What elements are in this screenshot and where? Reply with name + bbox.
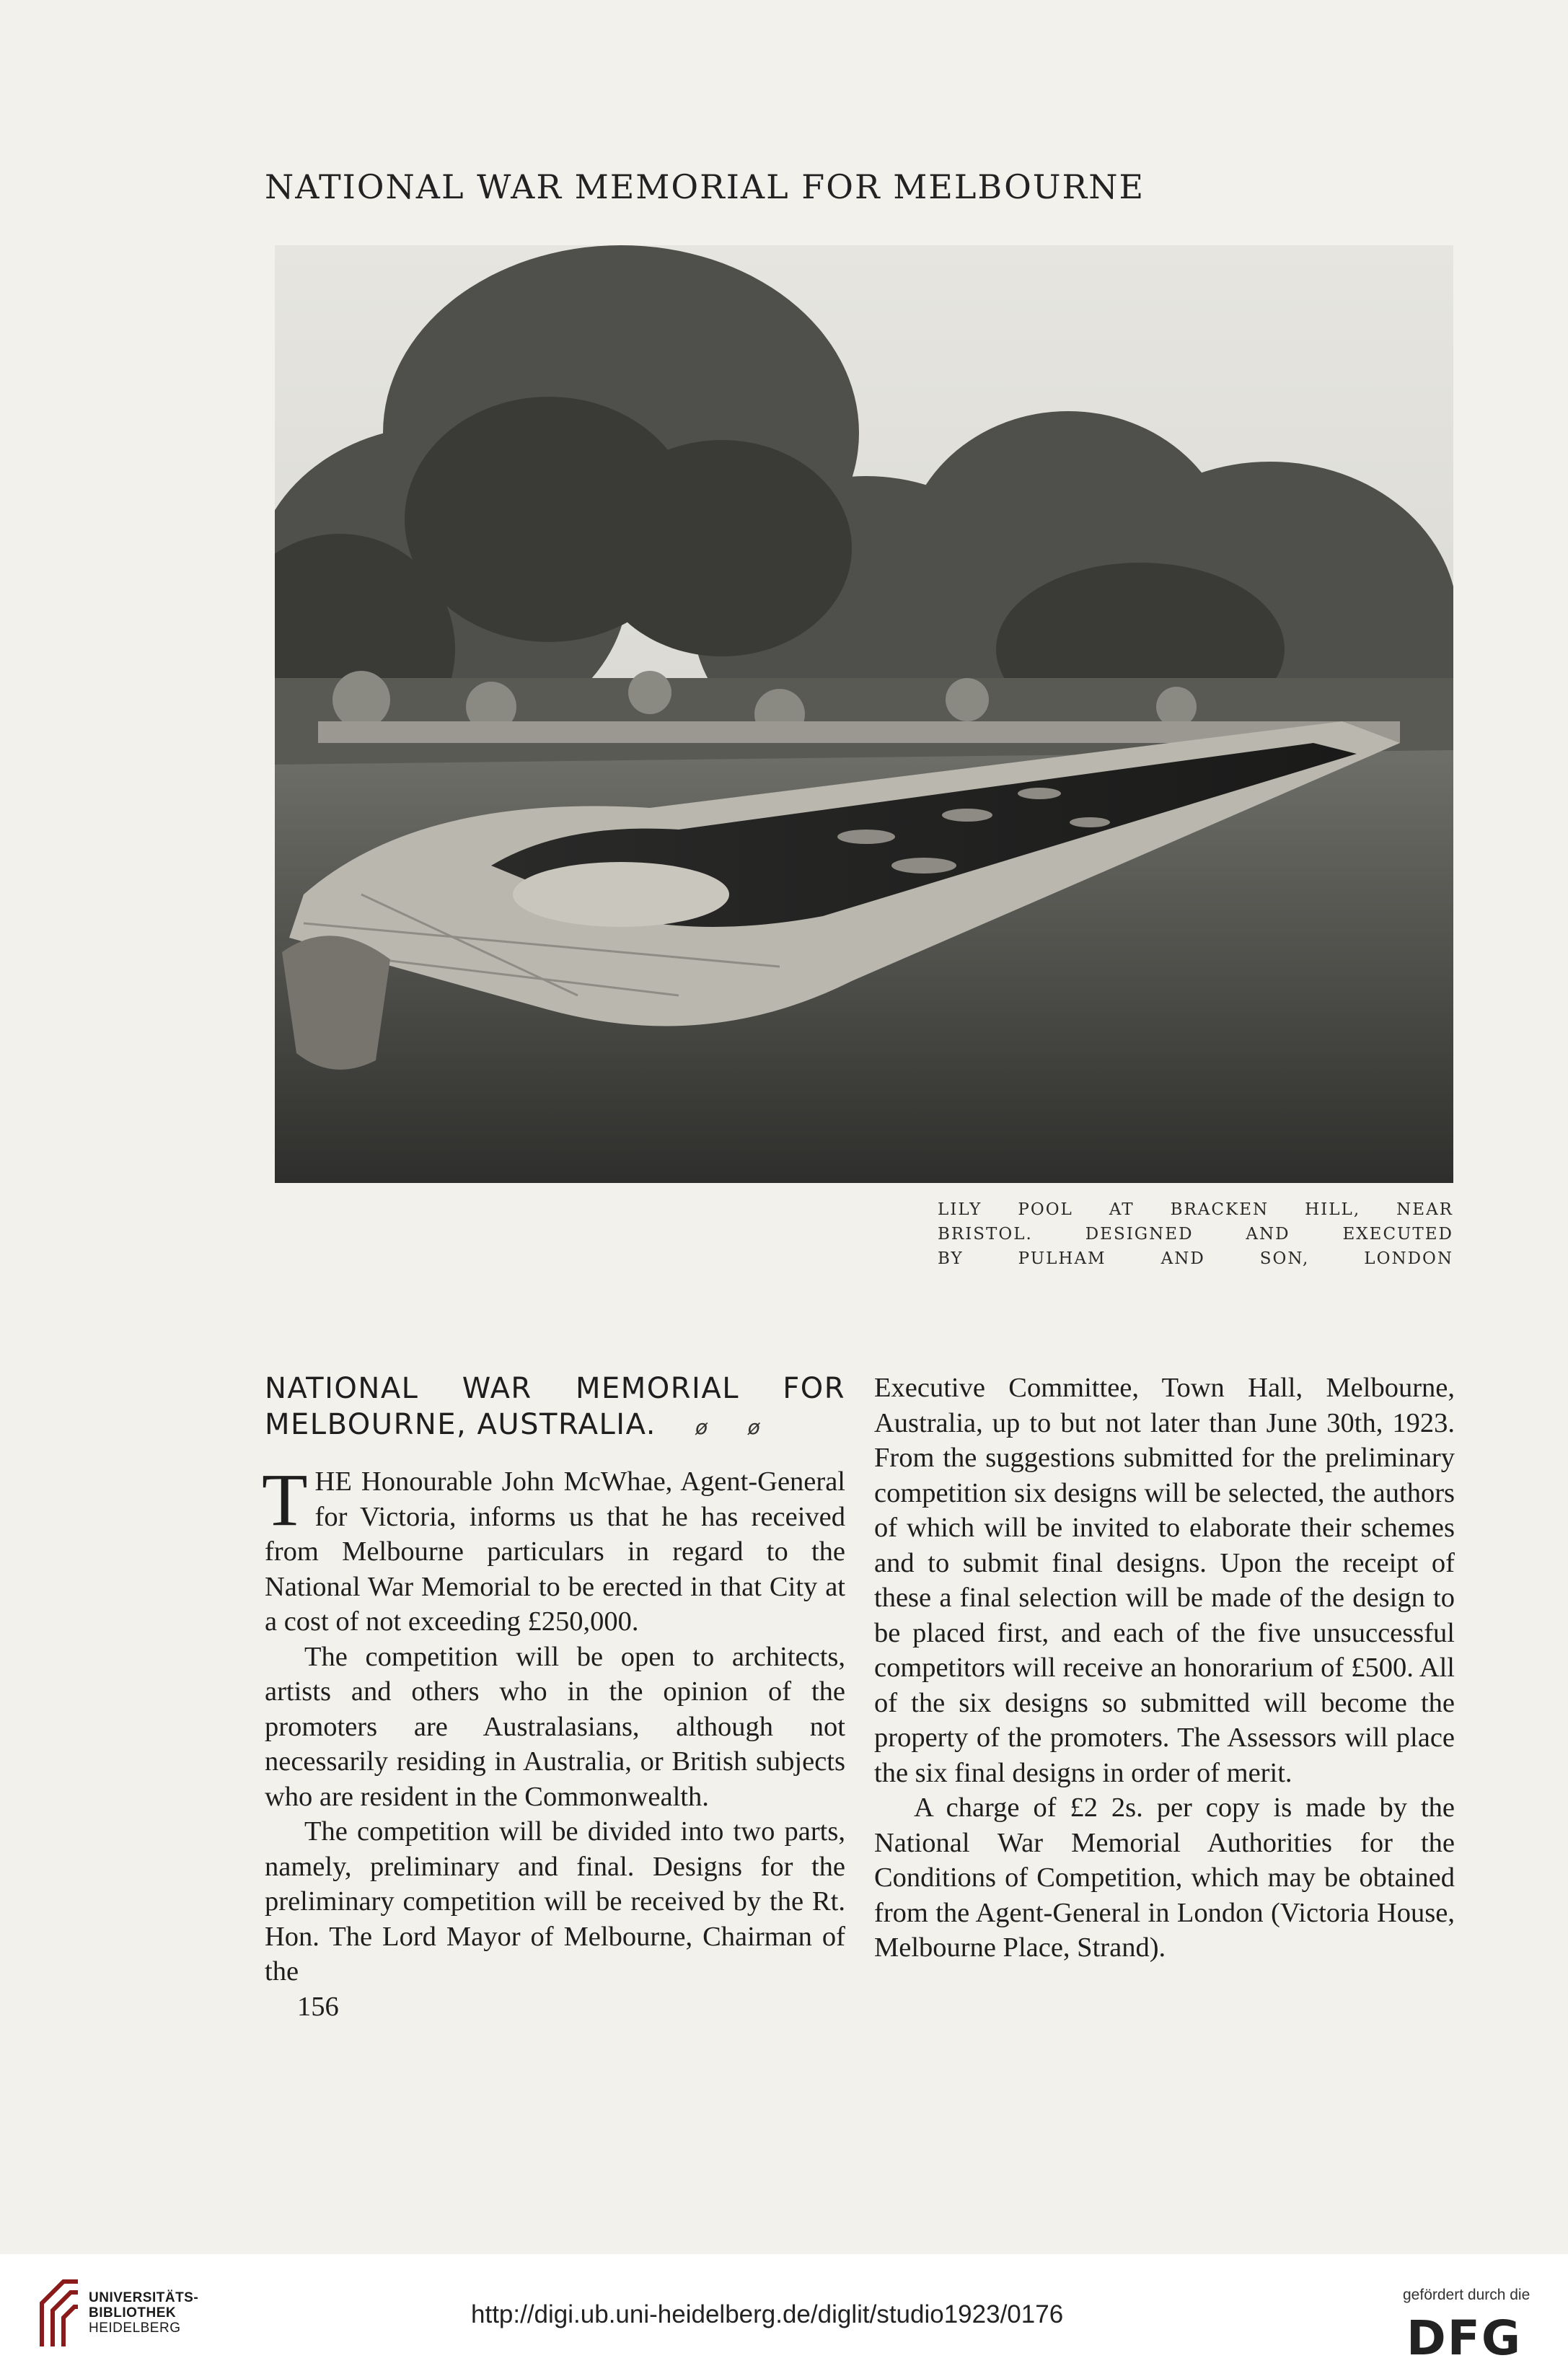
library-name-line: BIBLIOTHEK (89, 2305, 177, 2321)
source-url[interactable]: http://digi.ub.uni-heidelberg.de/diglit/studio1923/0176 (471, 2300, 1064, 2328)
drop-cap: T (262, 1459, 308, 1541)
dfg-logo: DFG (1406, 2310, 1523, 2366)
library-name-line: HEIDELBERG (89, 2321, 181, 2336)
article-heading (265, 1371, 845, 1446)
caption-line: LILY POOL AT BRACKEN HILL, NEAR (938, 1200, 1453, 1219)
article-paragraph: The competition will be open to architects, artists and others who in the opinion of the promoters are Australasians, although not necessarily residing in Australia, or British subjects who are resident in the Commonwealth. (265, 1641, 845, 1812)
article-paragraph: Executive Committee, Town Hall, Melbourne, Australia, up to but not later than June 30th, 1923. From the suggestions submitted for the preliminary competition six designs will be selected, the authors of which will be invited to elaborate their schemes and to submit final designs. Upon the receipt of these a final selection will be made of the design to be placed first, and each of the five unsuccessful competitors will receive an honorarium of £500. All of the six designs so submitted will become the property of the promoters. The Assessors will place the six final designs in order of merit. (874, 1373, 1455, 1788)
article-paragraph: The competition will be divided into two parts, namely, preliminary and final. Designs for the preliminary competition will be received by the Rt. Hon. The Lord Mayor of Melbourne, Chairman of the (265, 1816, 845, 1987)
lily-pool-photograph (275, 245, 1453, 1183)
article-heading-line1: NATIONAL WAR MEMORIAL FOR (265, 1372, 845, 1405)
article-paragraph-text: HE Honourable John McWhae, Agent-General for Victoria, informs us that he has received from Melbourne particulars in regard to the National War Memorial to be erected in that City at a cost of not exceeding £250,000. (265, 1466, 845, 1637)
article-paragraph (262, 1459, 845, 1640)
article-paragraph: A charge of £2 2s. per copy is made by the National War Memorial Authorities for the Conditions of Competition, which may be obtained from the Agent-General in London (Victoria House, Melbourne Place, Strand). (874, 1792, 1455, 1963)
funding-note: gefördert durch die (1403, 2287, 1530, 2303)
running-head: NATIONAL WAR MEMORIAL FOR MELBOURNE (265, 167, 1145, 206)
caption-line: BRISTOL. DESIGNED AND EXECUTED (938, 1225, 1453, 1244)
digitization-footer (0, 2254, 1568, 2371)
library-name (89, 2290, 198, 2336)
library-logo-icon (35, 2274, 85, 2354)
article-column-right (874, 1371, 1455, 1966)
caption-line: BY PULHAM AND SON, LONDON (938, 1249, 1453, 1268)
article-column-left (262, 1371, 845, 2024)
page-number: 156 (297, 1991, 339, 2022)
ornament-icon: ø (747, 1415, 762, 1439)
library-name-line: UNIVERSITÄTS- (89, 2290, 199, 2305)
article-heading-line2: MELBOURNE, AUSTRALIA. (265, 1408, 656, 1441)
ornament-icon: ø (695, 1415, 709, 1439)
photo-caption (938, 1197, 1453, 1271)
